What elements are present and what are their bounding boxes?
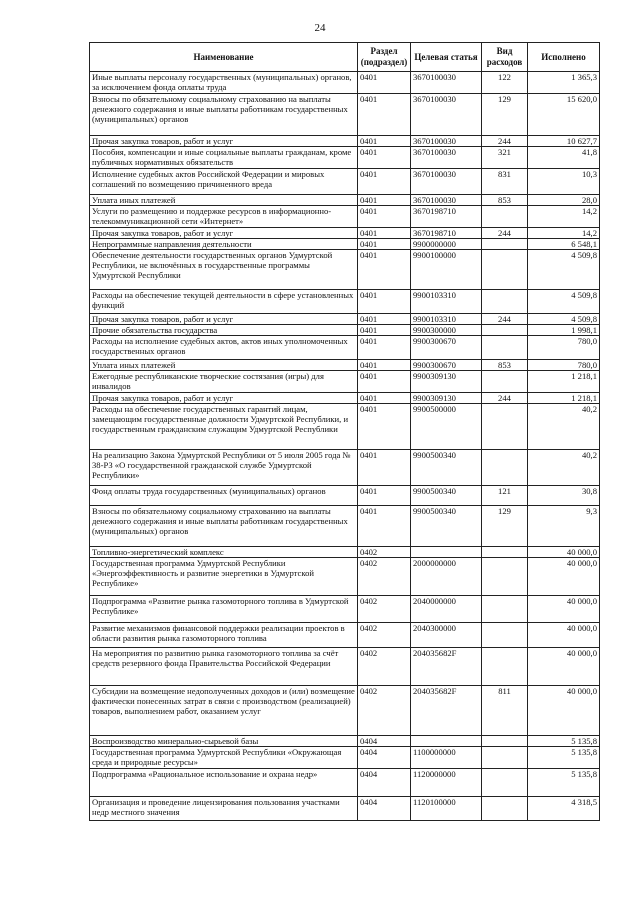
cell-section: 0401 (358, 228, 411, 239)
cell-section: 0401 (358, 147, 411, 169)
cell-target: 3670100030 (411, 136, 482, 147)
cell-section: 0401 (358, 506, 411, 547)
table-row (90, 686, 600, 736)
cell-name: Исполнение судебных актов Российской Федерации и мировых соглашений по возмещению причиненного вреда (90, 169, 358, 195)
cell-name: Государственная программа Удмуртской Республики «Энергоэффективность и развитие энергетики в Удмуртской Республике» (90, 558, 358, 596)
cell-name: Прочая закупка товаров, работ и услуг (90, 314, 358, 325)
table-row (90, 596, 600, 623)
table-row (90, 195, 600, 206)
cell-section: 0404 (358, 736, 411, 747)
cell-executed: 780,0 (528, 360, 600, 371)
cell-section: 0401 (358, 393, 411, 404)
cell-executed: 40 000,0 (528, 686, 600, 736)
cell-target: 9900309130 (411, 393, 482, 404)
table-row (90, 314, 600, 325)
cell-section: 0402 (358, 596, 411, 623)
cell-type: 244 (482, 393, 528, 404)
cell-executed: 1 218,1 (528, 393, 600, 404)
table-row (90, 486, 600, 506)
cell-section: 0401 (358, 195, 411, 206)
table-row (90, 360, 600, 371)
cell-name: Расходы на исполнение судебных актов, актов иных уполномоченных государственных органов (90, 336, 358, 360)
cell-name: Подпрограмма «Развитие рынка газомоторного топлива в Удмуртской Республике» (90, 596, 358, 623)
cell-name: Прочая закупка товаров, работ и услуг (90, 228, 358, 239)
cell-target: 9900300670 (411, 360, 482, 371)
cell-name: Пособия, компенсации и иные социальные выплаты гражданам, кроме публичных нормативных обязательств (90, 147, 358, 169)
cell-name: Уплата иных платежей (90, 195, 358, 206)
cell-target: 3670198710 (411, 228, 482, 239)
cell-name: Развитие механизмов финансовой поддержки реализации проектов в области развития рынка газомоторного топлива (90, 623, 358, 648)
cell-section: 0404 (358, 769, 411, 797)
cell-name: На реализацию Закона Удмуртской Республики от 5 июля 2005 года № 38-РЗ «О государственной гражданской службе Удмуртской Республики» (90, 450, 358, 486)
table-row (90, 558, 600, 596)
cell-target: 9900300000 (411, 325, 482, 336)
table-row (90, 169, 600, 195)
cell-type: 853 (482, 360, 528, 371)
page-number: 24 (314, 22, 326, 34)
cell-type (482, 648, 528, 686)
table-row (90, 239, 600, 250)
cell-name: Организация и проведение лицензирования пользования участками недр местного значения (90, 797, 358, 821)
header-type: Вид расходов (482, 43, 528, 72)
cell-section: 0401 (358, 360, 411, 371)
cell-section: 0401 (358, 72, 411, 94)
cell-target (411, 547, 482, 558)
cell-executed: 5 135,8 (528, 747, 600, 769)
table-row (90, 228, 600, 239)
cell-type (482, 404, 528, 450)
cell-executed: 15 620,0 (528, 94, 600, 136)
cell-name: Субсидии на возмещение недополученных доходов и (или) возмещение фактически понесенных затрат в связи с производством (реализацией) товаров, выполнением работ, оказанием услуг (90, 686, 358, 736)
cell-executed: 40 000,0 (528, 596, 600, 623)
cell-type (482, 747, 528, 769)
cell-name: Ежегодные республиканские творческие состязания (игры) для инвалидов (90, 371, 358, 393)
table-body (90, 72, 600, 821)
cell-target: 3670100030 (411, 147, 482, 169)
cell-type (482, 547, 528, 558)
cell-type: 129 (482, 94, 528, 136)
table-row (90, 404, 600, 450)
cell-name: Уплата иных платежей (90, 360, 358, 371)
cell-type (482, 596, 528, 623)
cell-executed: 10 627,7 (528, 136, 600, 147)
cell-name: Взносы по обязательному социальному страхованию на выплаты денежного содержания и иные выплаты работникам государственных (муниципальных) органов (90, 94, 358, 136)
cell-type (482, 371, 528, 393)
cell-executed: 780,0 (528, 336, 600, 360)
cell-name: Воспроизводство минерально-сырьевой базы (90, 736, 358, 747)
cell-target: 3670100030 (411, 94, 482, 136)
cell-type (482, 239, 528, 250)
cell-section: 0401 (358, 206, 411, 228)
cell-name: Расходы на обеспечение государственных гарантий лицам, замещающим государственные должности Удмуртской Республики, и государственным гражданским служащим Удмуртской Республики (90, 404, 358, 450)
table-row (90, 206, 600, 228)
cell-section: 0402 (358, 686, 411, 736)
cell-section: 0401 (358, 136, 411, 147)
table-row (90, 393, 600, 404)
cell-name: Обеспечение деятельности государственных органов Удмуртской Республики, не включённых в государственные программы Удмуртской Республики (90, 250, 358, 290)
table-row (90, 147, 600, 169)
table-header-row (90, 43, 600, 72)
cell-target: 3670100030 (411, 195, 482, 206)
cell-target: 1120100000 (411, 797, 482, 821)
table-row (90, 72, 600, 94)
cell-name: Иные выплаты персоналу государственных (муниципальных) органов, за исключением фонда оплаты труда (90, 72, 358, 94)
cell-section: 0401 (358, 325, 411, 336)
cell-section: 0402 (358, 623, 411, 648)
cell-section: 0404 (358, 747, 411, 769)
table-row (90, 136, 600, 147)
cell-type (482, 736, 528, 747)
table-row (90, 250, 600, 290)
cell-name: Подпрограмма «Рациональное использование и охрана недр» (90, 769, 358, 797)
cell-target: 3670100030 (411, 169, 482, 195)
cell-target: 2040000000 (411, 596, 482, 623)
cell-target: 3670198710 (411, 206, 482, 228)
cell-target: 204035682F (411, 648, 482, 686)
cell-target (411, 736, 482, 747)
cell-target: 9900309130 (411, 371, 482, 393)
cell-section: 0404 (358, 797, 411, 821)
cell-section: 0401 (358, 290, 411, 314)
cell-target: 9900500340 (411, 506, 482, 547)
cell-type (482, 206, 528, 228)
cell-executed: 30,8 (528, 486, 600, 506)
cell-name: Расходы на обеспечение текущей деятельности в сфере установленных функций (90, 290, 358, 314)
cell-target: 9900100000 (411, 250, 482, 290)
cell-executed: 40,2 (528, 404, 600, 450)
cell-type (482, 558, 528, 596)
cell-type: 831 (482, 169, 528, 195)
table-row (90, 736, 600, 747)
budget-execution-table (89, 42, 600, 821)
cell-target: 9900500340 (411, 450, 482, 486)
cell-type: 121 (482, 486, 528, 506)
header-target: Целевая статья (411, 43, 482, 72)
cell-type (482, 797, 528, 821)
cell-target: 9900300670 (411, 336, 482, 360)
table-row (90, 325, 600, 336)
cell-type (482, 336, 528, 360)
cell-section: 0402 (358, 648, 411, 686)
table-row (90, 797, 600, 821)
cell-type: 321 (482, 147, 528, 169)
cell-executed: 40 000,0 (528, 558, 600, 596)
cell-type (482, 623, 528, 648)
cell-target: 3670100030 (411, 72, 482, 94)
cell-type (482, 769, 528, 797)
table-row (90, 648, 600, 686)
table-row (90, 336, 600, 360)
cell-target: 9900500000 (411, 404, 482, 450)
table-row (90, 769, 600, 797)
cell-type: 244 (482, 228, 528, 239)
cell-executed: 10,3 (528, 169, 600, 195)
cell-section: 0401 (358, 239, 411, 250)
cell-section: 0401 (358, 94, 411, 136)
cell-section: 0401 (358, 404, 411, 450)
cell-executed: 28,0 (528, 195, 600, 206)
cell-type: 129 (482, 506, 528, 547)
cell-executed: 40 000,0 (528, 648, 600, 686)
table-row (90, 371, 600, 393)
cell-executed: 6 548,1 (528, 239, 600, 250)
cell-name: Взносы по обязательному социальному страхованию на выплаты денежного содержания и иные выплаты работникам государственных (муниципальных) органов (90, 506, 358, 547)
cell-name: Прочие обязательства государства (90, 325, 358, 336)
cell-section: 0401 (358, 314, 411, 325)
cell-executed: 1 998,1 (528, 325, 600, 336)
cell-type: 122 (482, 72, 528, 94)
cell-executed: 40 000,0 (528, 547, 600, 558)
cell-executed: 4 509,8 (528, 250, 600, 290)
table-row (90, 747, 600, 769)
cell-executed: 4 509,8 (528, 290, 600, 314)
table-row (90, 450, 600, 486)
cell-section: 0401 (358, 450, 411, 486)
cell-target: 2040300000 (411, 623, 482, 648)
cell-target: 9900103310 (411, 314, 482, 325)
header-executed: Исполнено (528, 43, 600, 72)
cell-target: 1120000000 (411, 769, 482, 797)
table-row (90, 94, 600, 136)
table-row (90, 506, 600, 547)
cell-executed: 4 509,8 (528, 314, 600, 325)
cell-type: 853 (482, 195, 528, 206)
cell-section: 0402 (358, 547, 411, 558)
cell-section: 0401 (358, 250, 411, 290)
cell-executed: 14,2 (528, 228, 600, 239)
cell-name: Непрограммные направления деятельности (90, 239, 358, 250)
cell-target: 2000000000 (411, 558, 482, 596)
cell-executed: 41,8 (528, 147, 600, 169)
cell-type: 811 (482, 686, 528, 736)
table-row (90, 547, 600, 558)
cell-target: 204035682F (411, 686, 482, 736)
cell-target: 1100000000 (411, 747, 482, 769)
cell-name: На мероприятия по развитию рынка газомоторного топлива за счёт средств резервного фонда Правительства Российской Федерации (90, 648, 358, 686)
cell-type (482, 325, 528, 336)
table-row (90, 290, 600, 314)
cell-type (482, 450, 528, 486)
cell-name: Топливно-энергетический комплекс (90, 547, 358, 558)
cell-section: 0401 (358, 169, 411, 195)
cell-executed: 40 000,0 (528, 623, 600, 648)
header-section: Раздел (подраздел) (358, 43, 411, 72)
cell-section: 0402 (358, 558, 411, 596)
cell-name: Прочая закупка товаров, работ и услуг (90, 136, 358, 147)
cell-executed: 5 135,8 (528, 736, 600, 747)
cell-section: 0401 (358, 486, 411, 506)
cell-target: 9900000000 (411, 239, 482, 250)
cell-executed: 5 135,8 (528, 769, 600, 797)
cell-type (482, 290, 528, 314)
cell-executed: 4 318,5 (528, 797, 600, 821)
cell-type: 244 (482, 314, 528, 325)
cell-executed: 1 218,1 (528, 371, 600, 393)
cell-section: 0401 (358, 371, 411, 393)
table-row (90, 623, 600, 648)
cell-executed: 1 365,3 (528, 72, 600, 94)
cell-target: 9900500340 (411, 486, 482, 506)
cell-name: Государственная программа Удмуртской Республики «Окружающая среда и природные ресурсы» (90, 747, 358, 769)
cell-target: 9900103310 (411, 290, 482, 314)
cell-executed: 14,2 (528, 206, 600, 228)
cell-type: 244 (482, 136, 528, 147)
cell-name: Фонд оплаты труда государственных (муниципальных) органов (90, 486, 358, 506)
cell-type (482, 250, 528, 290)
cell-executed: 40,2 (528, 450, 600, 486)
header-name: Наименование (90, 43, 358, 72)
cell-name: Услуги по размещению и поддержке ресурсов в информационно-телекоммуникационной сети «Интернет» (90, 206, 358, 228)
cell-section: 0401 (358, 336, 411, 360)
cell-executed: 9,3 (528, 506, 600, 547)
cell-name: Прочая закупка товаров, работ и услуг (90, 393, 358, 404)
